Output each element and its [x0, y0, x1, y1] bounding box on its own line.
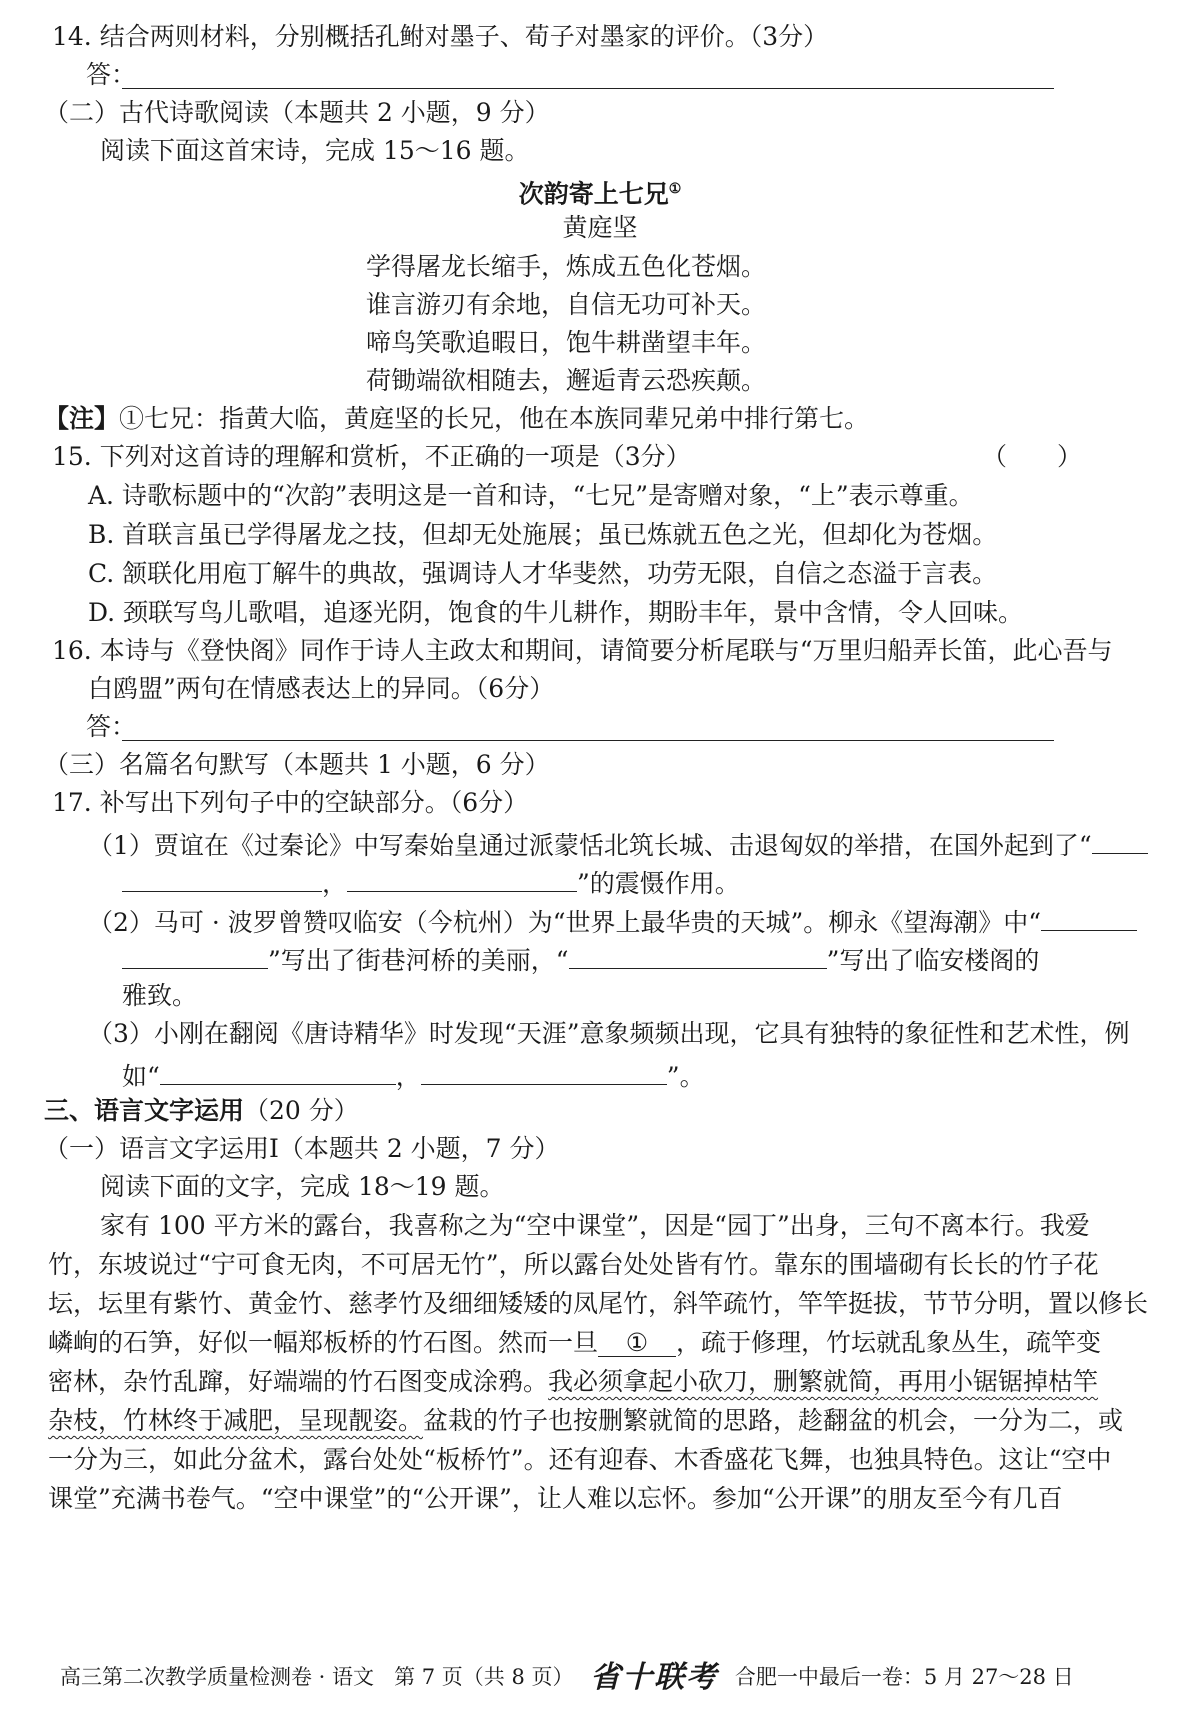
q17-part1-line-2: ， ”的震慑作用。	[122, 863, 740, 901]
question-16-line-1: 16. 本诗与《登快阁》同作于诗人主政太和期间，请简要分析尾联与“万里归船弄长笛，此心吾与	[52, 636, 1113, 665]
passage-line-6: 杂枝，竹林终于减肥，呈现靓姿。盆栽的竹子也按删繁就简的思路，趁翻盆的机会，一分为二，或	[48, 1406, 1124, 1435]
passage-line-2: 竹，东坡说过“宁可食无肉，不可居无竹”，所以露台处处皆有竹。靠东的围墙砌有长长的竹子花	[48, 1250, 1099, 1279]
passage-line-3: 坛，坛里有紫竹、黄金竹、慈孝竹及细细矮矮的凤尾竹，斜竿疏竹，竿竿挺拔，节节分明，置以修长	[48, 1289, 1149, 1318]
question-17-stem: 17. 补写出下列句子中的空缺部分。（6分）	[52, 788, 529, 817]
q17-part2-line-3: 雅致。	[122, 981, 198, 1010]
q15-option-c: C. 颔联化用庖丁解牛的典故，强调诗人才华斐然，功劳无限，自信之态溢于言表。	[88, 559, 998, 588]
q17-part3-line-1: （3）小刚在翻阅《唐诗精华》时发现“天涯”意象频频出现，它具有独特的象征性和艺术性，例	[88, 1019, 1130, 1048]
q15-answer-brackets[interactable]: （ ）	[982, 442, 1083, 471]
q15-option-b: B. 首联言虽已学得屠龙之技，但却无处施展；虽已炼就五色之光，但却化为苍烟。	[88, 520, 998, 549]
q14-answer-label: 答：	[86, 60, 137, 89]
passage-wavy-underline-2: 杂枝，竹林终于减肥，呈现靓姿。	[48, 1406, 424, 1435]
q17-blank-1b[interactable]	[122, 863, 322, 892]
q17-blank-2a[interactable]	[1041, 902, 1137, 931]
section-language-use-1-heading: （一）语言文字运用Ⅰ（本题共 2 小题，7 分）	[44, 1134, 560, 1163]
footer-page-number: 第 7 页（共 8 页）	[394, 1665, 574, 1689]
question-14: 14. 结合两则材料，分别概括孔鲋对墨子、荀子对墨家的评价。（3分）	[52, 22, 829, 51]
passage-wavy-underline-1: 我必须拿起小砍刀，删繁就简，再用小锯锯掉枯竿	[548, 1367, 1099, 1396]
q17-blank-3a[interactable]	[160, 1056, 396, 1085]
q17-part3-line-2: 如“ ， ”。	[122, 1056, 705, 1094]
section-dictation-heading: （三）名篇名句默写（本题共 1 小题，6 分）	[44, 750, 550, 779]
footer-brand-logo: 省十联考	[590, 1660, 719, 1695]
poem-title: 次韵寄上七兄①	[518, 179, 682, 209]
poem-author: 黄庭坚	[562, 213, 638, 242]
passage-blank-1[interactable]: ①	[598, 1326, 676, 1357]
poem-line-4: 荷锄端欲相随去，邂逅青云恐疾颠。	[366, 366, 767, 395]
q15-option-d: D. 颈联写鸟儿歌唱，追逐光阴，饱食的牛儿耕作，期盼丰年，景中含情，令人回味。	[88, 598, 1024, 627]
passage-line-1: 家有 100 平方米的露台，我喜称之为“空中课堂”，因是“园丁”出身，三句不离本行。我爱	[100, 1211, 1090, 1240]
poem-footnote	[44, 402, 869, 436]
q16-answer-label: 答：	[86, 712, 137, 741]
footnote-label: 【注】	[44, 404, 120, 433]
q17-part2-line-2: ”写出了街巷河桥的美丽，“ ”写出了临安楼阁的	[122, 940, 1039, 978]
footer-exam-name: 高三第二次教学质量检测卷 · 语文	[60, 1665, 375, 1689]
passage-line-4: 嶙峋的石笋，好似一幅郑板桥的竹石图。然而一旦 ① ，疏于修理，竹坛就乱象丛生，疏竿变	[48, 1328, 1102, 1357]
q17-blank-2b[interactable]	[122, 940, 268, 969]
footer-school-date: 合肥一中最后一卷：5 月 27～28 日	[734, 1665, 1074, 1689]
q17-blank-2c[interactable]	[569, 940, 827, 969]
question-16-line-2: 白鸥盟”两句在情感表达上的异同。（6分）	[88, 674, 555, 703]
passage-line-8: 课堂”充满书卷气。“空中课堂”的“公开课”，让人难以忘怀。参加“公开课”的朋友至今有几百	[48, 1484, 1063, 1513]
q15-option-a: A. 诗歌标题中的“次韵”表明这是一首和诗，“七兄”是寄赠对象，“上”表示尊重。	[88, 481, 974, 510]
poem-note-mark: ①	[668, 181, 682, 197]
poem-line-1: 学得屠龙长缩手，炼成五色化苍烟。	[366, 252, 767, 281]
q17-blank-1a[interactable]	[1092, 825, 1148, 854]
section-ancient-poetry-intro: 阅读下面这首宋诗，完成 15～16 题。	[100, 136, 530, 165]
q17-part2-line-1: （2）马可 · 波罗曾赞叹临安（今杭州）为“世界上最华贵的天城”。柳永《望海潮》中“	[88, 902, 1137, 940]
page-footer	[60, 1662, 1074, 1693]
poem-line-2: 谁言游刃有余地，自信无功可补天。	[366, 290, 767, 319]
section-language-use-1-intro: 阅读下面的文字，完成 18～19 题。	[100, 1172, 505, 1201]
part-language-use-heading: 三、语言文字运用（20 分）	[44, 1096, 359, 1125]
q16-answer-line[interactable]	[122, 740, 1054, 741]
q14-answer-line[interactable]	[122, 88, 1054, 89]
section-ancient-poetry-heading: （二）古代诗歌阅读（本题共 2 小题，9 分）	[44, 98, 550, 127]
q17-blank-3b[interactable]	[421, 1056, 667, 1085]
passage-line-7: 一分为三，如此分盆术，露台处处“板桥竹”。还有迎春、木香盛花飞舞，也独具特色。这让“空中	[48, 1445, 1112, 1474]
question-15-stem: 15. 下列对这首诗的理解和赏析，不正确的一项是（3分）	[52, 442, 691, 471]
footnote-text: ①七兄：指黄大临，黄庭坚的长兄，他在本族同辈兄弟中排行第七。	[119, 404, 870, 433]
q17-blank-1c[interactable]	[347, 863, 577, 892]
q17-part1-line-1: （1）贾谊在《过秦论》中写秦始皇通过派蒙恬北筑长城、击退匈奴的举措，在国外起到了“	[88, 825, 1148, 863]
passage-line-5: 密林，杂竹乱蹿，好端端的竹石图变成涂鸦。我必须拿起小砍刀，删繁就简，再用小锯锯掉枯竿	[48, 1367, 1099, 1396]
poem-line-3: 啼鸟笑歌追暇日，饱牛耕凿望丰年。	[366, 328, 767, 357]
